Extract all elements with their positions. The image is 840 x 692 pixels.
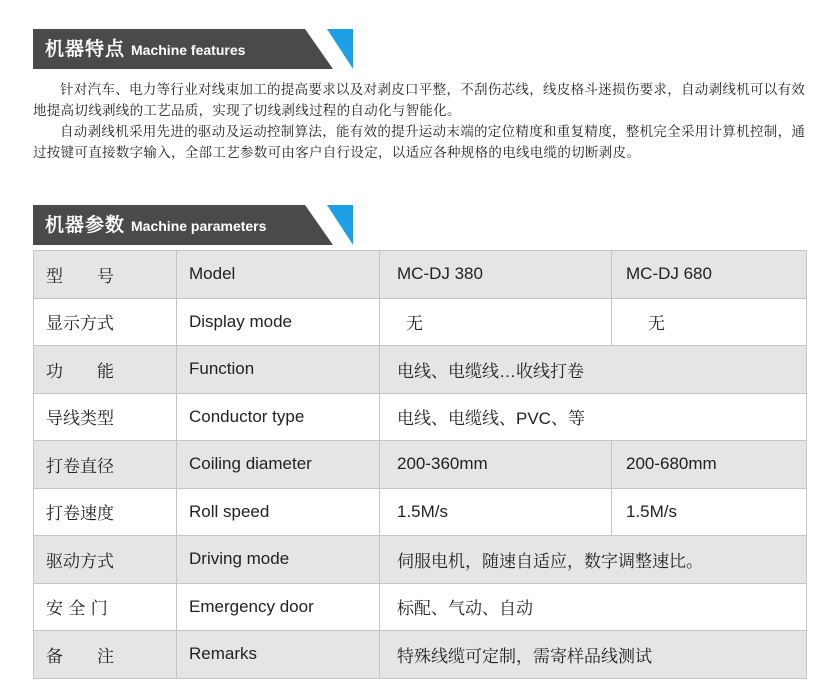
table-row [34,488,807,536]
features-heading-cn: 机器特点 [45,38,126,60]
table-row [34,393,807,441]
param-value-shared: 标配、气动、自动 [380,583,807,631]
param-name-en: Display mode [177,298,380,346]
param-name-cn: 安 全 门 [34,583,177,631]
param-name-cn: 显示方式 [34,298,177,346]
param-name-cn: 打卷速度 [34,488,177,536]
param-name-cn: 导线类型 [34,393,177,441]
param-value-shared: 电线、电缆线…收线打卷 [380,346,807,394]
param-name-cn: 打卷直径 [34,441,177,489]
param-value-680: 200-680mm [612,441,807,489]
heading-accent [327,29,353,69]
features-description [33,80,813,164]
param-name-en: Coiling diameter [177,441,380,489]
table-row [34,346,807,394]
features-paragraph-2: 自动剥线机采用先进的驱动及运动控制算法，能有效的提升运动末端的定位精度和重复精度，整机完全采用计算机控制，通过按键可直接数字输入，全部工艺参数可由客户自行设定，以适应各种规格的电线电缆的切断剥皮。 [33,124,806,161]
param-value-380: 1.5M/s [380,488,612,536]
param-name-en: Conductor type [177,393,380,441]
param-name-en: Driving mode [177,536,380,584]
param-name-en: Roll speed [177,488,380,536]
param-value-shared: 电线、电缆线、PVC、等 [380,393,807,441]
param-value-380: MC-DJ 380 [380,251,612,299]
parameters-heading-cn: 机器参数 [45,214,126,236]
param-name-cn: 备 注 [34,631,177,679]
table-row [34,441,807,489]
table-row [34,583,807,631]
param-value-680: MC-DJ 680 [612,251,807,299]
param-value-680: 无 [612,298,807,346]
features-heading-text [45,29,245,69]
table-row [34,298,807,346]
param-name-cn: 型 号 [34,251,177,299]
features-paragraph-1: 针对汽车、电力等行业对线束加工的提高要求以及对剥皮口平整，不刮伤芯线，线皮格斗迷损伤要求，自动剥线机可以有效地提高切线剥线的工艺品质，实现了切线剥线过程的自动化与智能化。 [33,82,806,119]
heading-accent [327,205,353,245]
param-name-en: Remarks [177,631,380,679]
features-heading [33,29,353,69]
param-value-shared: 伺服电机，随速自适应，数字调整速比。 [380,536,807,584]
param-name-cn: 功 能 [34,346,177,394]
param-name-en: Function [177,346,380,394]
table-row [34,631,807,679]
parameters-heading [33,205,353,245]
table-row [34,536,807,584]
param-value-shared: 特殊线缆可定制，需寄样品线测试 [380,631,807,679]
param-name-en: Model [177,251,380,299]
parameters-heading-en: Machine parameters [131,218,267,234]
parameters-heading-text [45,205,266,245]
features-heading-en: Machine features [131,42,246,58]
param-name-cn: 驱动方式 [34,536,177,584]
param-name-en: Emergency door [177,583,380,631]
parameters-table [33,250,807,679]
param-value-680: 1.5M/s [612,488,807,536]
param-value-380: 200-360mm [380,441,612,489]
param-value-380: 无 [380,298,612,346]
table-row [34,251,807,299]
